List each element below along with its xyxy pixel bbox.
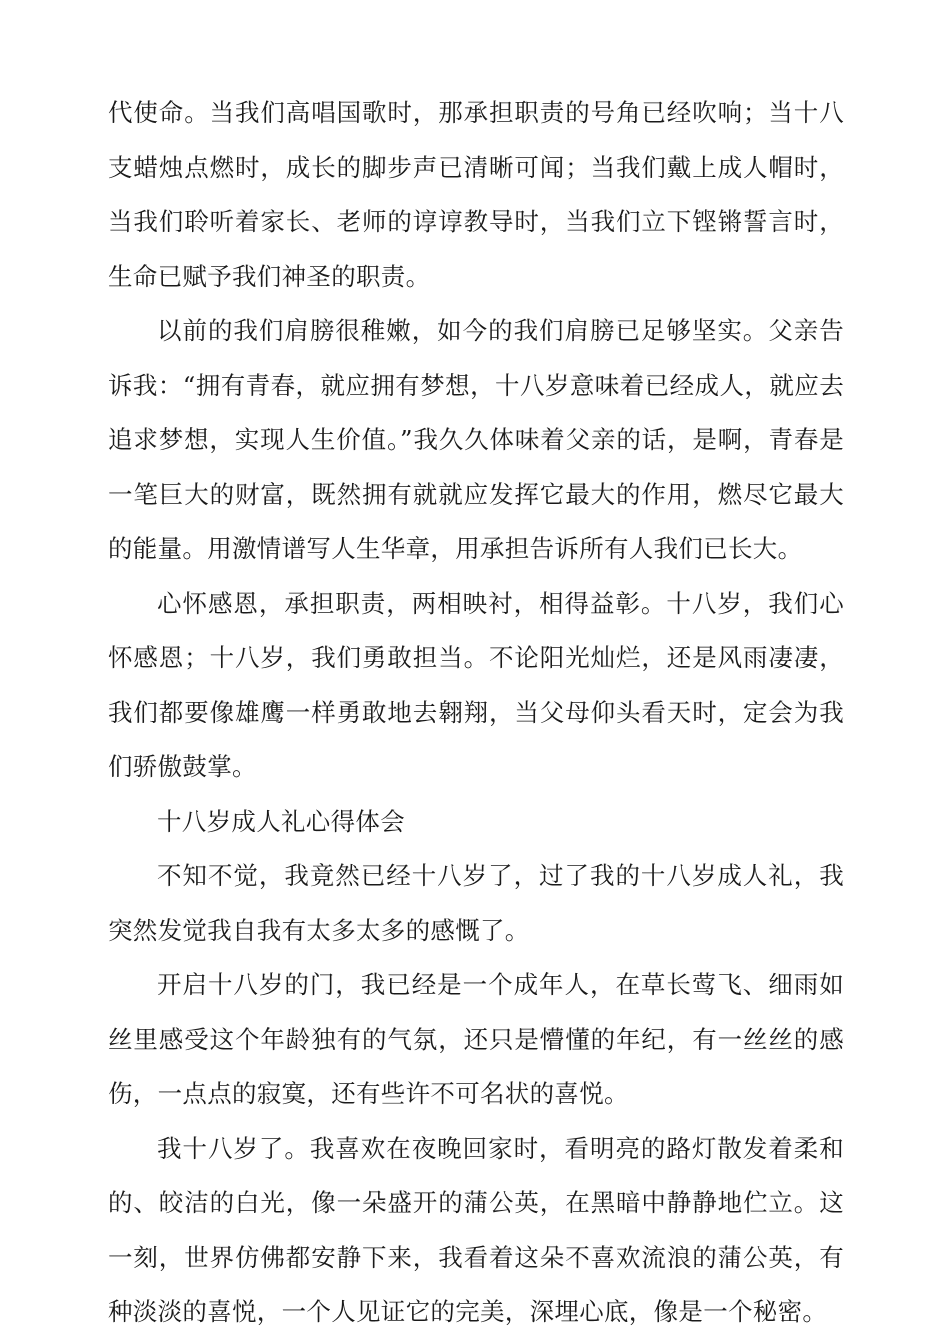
paragraph: 我十八岁了。我喜欢在夜晚回家时，看明亮的路灯散发着柔和的、皎洁的白光，像一朵盛开的蒲公英，在黑暗中静静地伫立。这一刻，世界仿佛都安静下来，我看着这朵不喜欢流浪的蒲公英，有种淡淡的喜悦，一个人见证它的完美，深埋心底，像是一个秘密。 [108, 1133, 844, 1326]
document-body [108, 86, 844, 1340]
paragraph: 不知不觉，我竟然已经十八岁了，过了我的十八岁成人礼，我突然发觉我自我有太多太多的感慨了。 [108, 861, 844, 945]
paragraph: 以前的我们肩膀很稚嫩，如今的我们肩膀已足够坚实。父亲告诉我：“拥有青春，就应拥有梦想，十八岁意味着已经成人，就应去追求梦想，实现人生价值。”我久久体味着父亲的话，是啊，青春是一笔巨大的财富，既然拥有就就应发挥它最大的作用，燃尽它最大的能量。用激情谱写人生华章，用承担告诉所有人我们已长大。 [108, 316, 844, 563]
paragraph: 开启十八岁的门，我已经是一个成年人，在草长莺飞、细雨如丝里感受这个年龄独有的气氛，还只是懵懂的年纪，有一丝丝的感伤，一点点的寂寞，还有些许不可名状的喜悦。 [108, 970, 844, 1108]
paragraph: 心怀感恩，承担职责，两相映衬，相得益彰。十八岁，我们心怀感恩；十八岁，我们勇敢担当。不论阳光灿烂，还是风雨凄凄，我们都要像雄鹰一样勇敢地去翱翔，当父母仰头看天时，定会为我们骄傲鼓掌。 [108, 588, 844, 781]
paragraph-continuation: 代使命。当我们高唱国歌时，那承担职责的号角已经吹响；当十八支蜡烛点燃时，成长的脚步声已清晰可闻；当我们戴上成人帽时，当我们聆听着家长、老师的谆谆教导时，当我们立下铿锵誓言时，生命已赋予我们神圣的职责。 [108, 98, 844, 291]
section-heading: 十八岁成人礼心得体会 [157, 806, 405, 836]
